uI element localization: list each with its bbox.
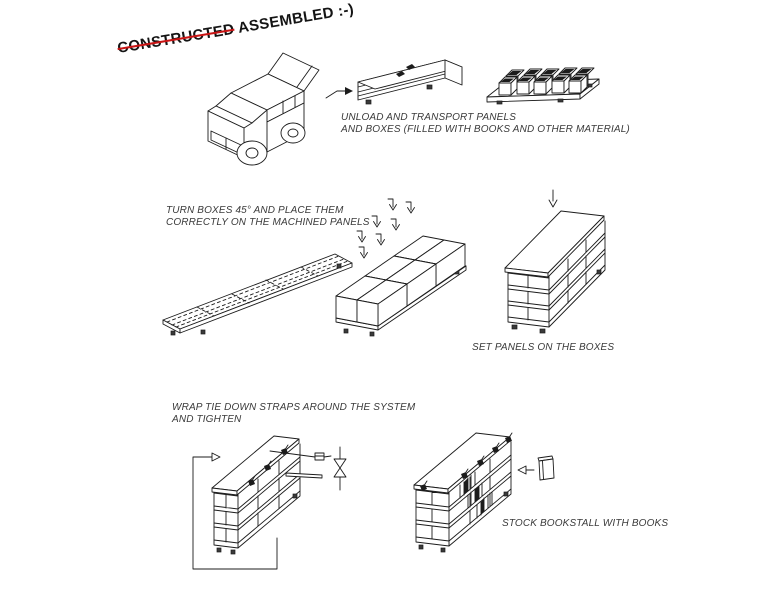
foot: [217, 548, 221, 552]
van-with-open-hatch-drawing: [208, 53, 319, 165]
foot: [231, 550, 235, 554]
caption-set-panels: [472, 342, 614, 354]
foot: [171, 331, 175, 335]
turnbuckle-icon: [334, 447, 346, 490]
caption-stock-line1: STOCK BOOKSTALL WITH BOOKS: [502, 518, 669, 529]
foot: [344, 329, 348, 333]
caption-set-line1: SET PANELS ON THE BOXES: [472, 342, 615, 353]
caption-stock-books: [502, 518, 668, 530]
top-panel: [212, 436, 299, 491]
stocked-bookstall-drawing: [414, 433, 512, 552]
foot: [441, 548, 445, 552]
strapped-bookstall-drawing: [193, 436, 346, 569]
arrow-left-icon: [518, 466, 534, 474]
caption-turn-line2: CORRECTLY ON THE MACHINED PANELS: [166, 216, 370, 228]
boxes-on-panel-drawing: [336, 236, 466, 336]
book-icon: [538, 456, 554, 480]
caption-unload-line1: UNLOAD AND TRANSPORT PANELS: [341, 112, 517, 123]
foot: [427, 85, 432, 89]
machined-panel-drawing: [163, 254, 352, 335]
foot: [293, 494, 297, 498]
foot: [588, 84, 592, 87]
caption-turn-boxes: [166, 205, 370, 228]
foot: [419, 545, 423, 549]
arrow-right-icon: [326, 87, 353, 98]
foot: [597, 270, 601, 274]
down-arrow-icon: [549, 190, 557, 207]
title-struck-word: CONSTRUCTED: [116, 20, 236, 58]
caption-unload: [341, 112, 630, 135]
caption-wrap-straps: [172, 402, 415, 425]
panel-stack-drawing: [358, 60, 462, 104]
foot: [512, 325, 517, 329]
caption-turn-line1: TURN BOXES 45° AND PLACE THEM: [166, 205, 344, 216]
title-rest: ASSEMBLED :-): [236, 0, 356, 37]
foot: [337, 264, 341, 268]
caption-wrap-line1: WRAP TIE DOWN STRAPS AROUND THE SYSTEM: [172, 402, 416, 413]
foot: [366, 100, 371, 104]
foot: [504, 492, 508, 496]
caption-wrap-line2: AND TIGHTEN: [172, 413, 242, 425]
caption-unload-line2: AND BOXES (FILLED WITH BOOKS AND OTHER MATERIAL): [341, 123, 630, 135]
foot: [370, 332, 374, 336]
top-panel: [505, 211, 604, 273]
assembled-bookstall-drawing: [505, 211, 605, 333]
foot: [201, 330, 205, 334]
foot: [558, 99, 563, 102]
box-pallet-drawing: [487, 68, 599, 104]
foot: [497, 101, 502, 104]
strap: [286, 473, 322, 478]
foot: [540, 329, 545, 333]
